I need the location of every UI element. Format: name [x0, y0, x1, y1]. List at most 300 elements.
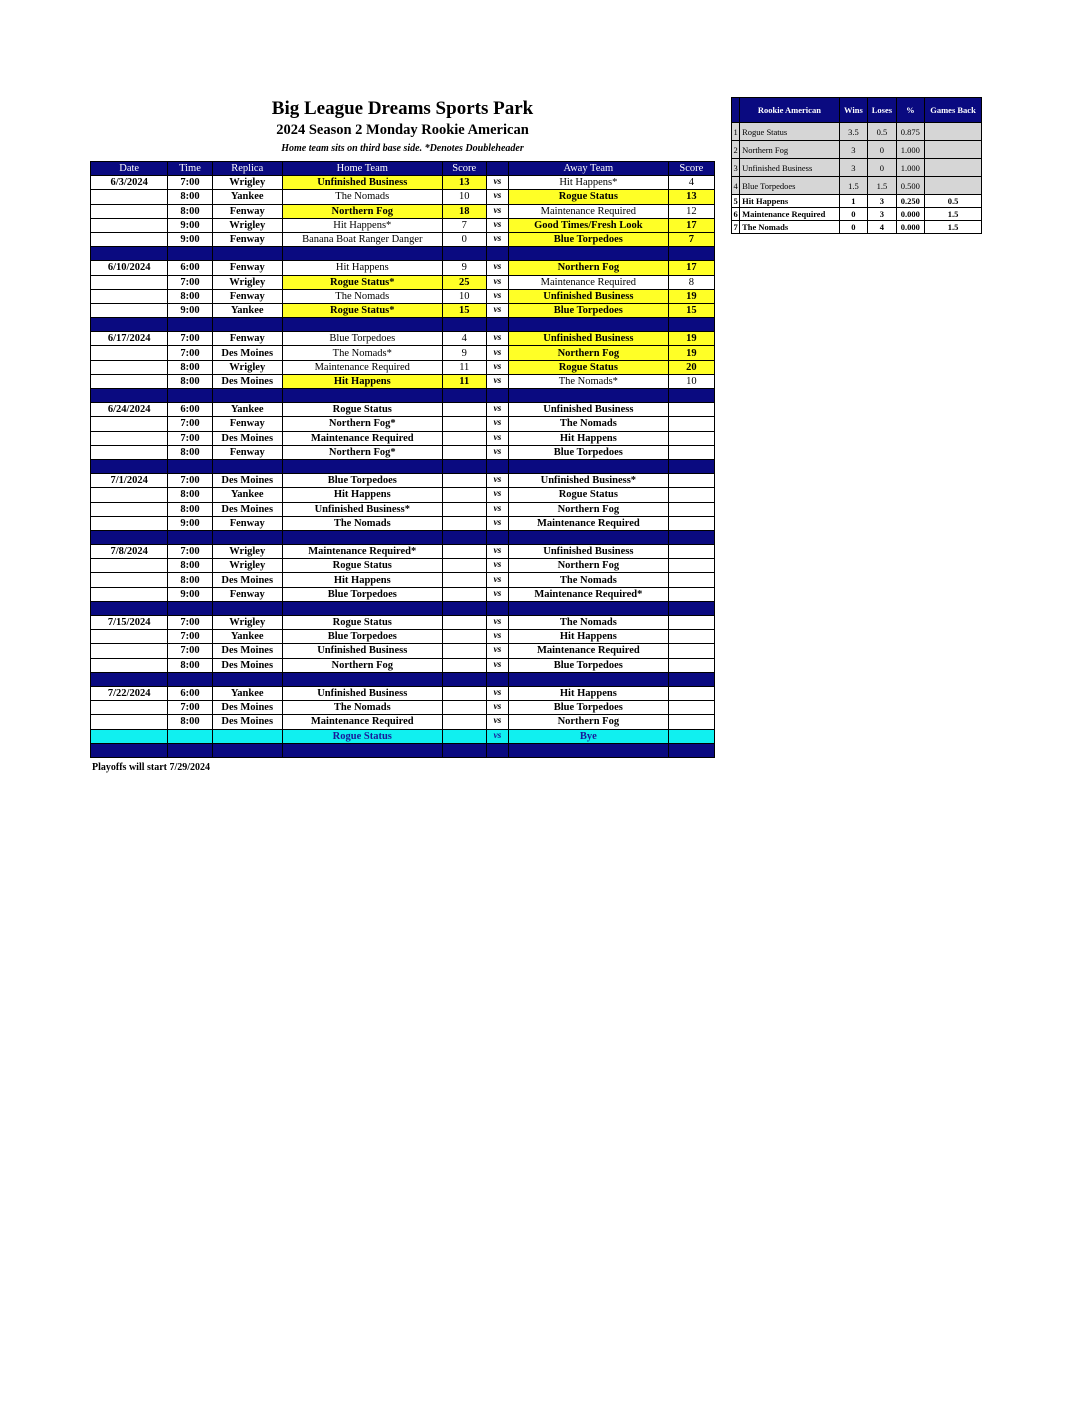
- game-replica: Des Moines: [212, 374, 282, 388]
- vs-label: vs: [486, 204, 508, 218]
- standings-row: [732, 177, 982, 195]
- home-score: [442, 559, 486, 573]
- standings-team: Maintenance Required: [740, 208, 840, 221]
- away-score: 15: [668, 303, 714, 317]
- home-score: 11: [442, 360, 486, 374]
- separator-cell: [508, 672, 668, 686]
- away-score: [668, 630, 714, 644]
- standings-team: Blue Torpedoes: [740, 177, 840, 195]
- away-score: 4: [668, 176, 714, 190]
- separator-cell: [668, 530, 714, 544]
- away-team: Maintenance Required: [508, 275, 668, 289]
- game-replica: Fenway: [212, 587, 282, 601]
- game-row: [91, 488, 715, 502]
- game-replica: Wrigley: [212, 218, 282, 232]
- home-score: 0: [442, 232, 486, 246]
- home-team: Northern Fog: [282, 204, 442, 218]
- vs-label: vs: [486, 644, 508, 658]
- separator-cell: [212, 672, 282, 686]
- separator-cell: [486, 459, 508, 473]
- game-date: [91, 630, 168, 644]
- game-date: [91, 658, 168, 672]
- game-time: 7:00: [168, 332, 212, 346]
- home-score: [442, 644, 486, 658]
- game-replica: Des Moines: [212, 701, 282, 715]
- game-date: [91, 218, 168, 232]
- game-row: [91, 445, 715, 459]
- away-team: Blue Torpedoes: [508, 701, 668, 715]
- standings-pct: 1.000: [896, 141, 924, 159]
- separator-cell: [212, 530, 282, 544]
- standings-loses: 0: [868, 141, 896, 159]
- game-time: 8:00: [168, 360, 212, 374]
- home-team: Hit Happens*: [282, 218, 442, 232]
- game-date: [91, 346, 168, 360]
- game-replica: Yankee: [212, 488, 282, 502]
- game-time: 8:00: [168, 573, 212, 587]
- game-row: [91, 232, 715, 246]
- game-row: [91, 545, 715, 559]
- game-time: 6:00: [168, 261, 212, 275]
- col-header-vs: [486, 162, 508, 176]
- standings-rank: 6: [733, 209, 738, 219]
- week-separator: [91, 459, 715, 473]
- home-score: 15: [442, 303, 486, 317]
- away-score: [668, 502, 714, 516]
- game-time: [168, 729, 212, 743]
- col-header-home-team: Home Team: [282, 162, 442, 176]
- game-row: [91, 417, 715, 431]
- away-score: 19: [668, 332, 714, 346]
- away-score: 13: [668, 190, 714, 204]
- game-time: 8:00: [168, 502, 212, 516]
- playoffs-note: Playoffs will start 7/29/2024: [92, 762, 211, 773]
- home-score: [442, 587, 486, 601]
- standings-team: The Nomads: [740, 221, 840, 234]
- away-score: [668, 445, 714, 459]
- game-row: [91, 431, 715, 445]
- separator-cell: [486, 743, 508, 757]
- game-time: 7:00: [168, 474, 212, 488]
- home-score: 9: [442, 261, 486, 275]
- home-team: Rogue Status: [282, 559, 442, 573]
- game-replica: Yankee: [212, 303, 282, 317]
- standings-pct: 0.500: [896, 177, 924, 195]
- away-team: Maintenance Required*: [508, 587, 668, 601]
- game-row: [91, 686, 715, 700]
- separator-cell: [486, 318, 508, 332]
- separator-cell: [508, 601, 668, 615]
- separator-cell: [442, 601, 486, 615]
- home-score: 18: [442, 204, 486, 218]
- home-score: [442, 658, 486, 672]
- away-score: [668, 417, 714, 431]
- game-row: [91, 403, 715, 417]
- away-score: [668, 658, 714, 672]
- week-separator: [91, 530, 715, 544]
- standings-header-row: [732, 98, 982, 123]
- away-score: [668, 431, 714, 445]
- home-score: 4: [442, 332, 486, 346]
- home-team: Unfinished Business*: [282, 502, 442, 516]
- separator-cell: [282, 459, 442, 473]
- away-team: The Nomads: [508, 573, 668, 587]
- home-score: [442, 431, 486, 445]
- standings-pct: 0.000: [896, 221, 924, 234]
- away-score: 8: [668, 275, 714, 289]
- standings-games-back: [925, 141, 982, 159]
- home-team: Rogue Status*: [282, 303, 442, 317]
- away-score: [668, 587, 714, 601]
- game-row: [91, 176, 715, 190]
- separator-cell: [212, 601, 282, 615]
- game-row: [91, 587, 715, 601]
- away-team: Hit Happens*: [508, 176, 668, 190]
- game-time: 6:00: [168, 686, 212, 700]
- game-time: 7:00: [168, 417, 212, 431]
- away-team: The Nomads: [508, 616, 668, 630]
- separator-cell: [282, 389, 442, 403]
- away-team: Northern Fog: [508, 261, 668, 275]
- game-time: 7:00: [168, 431, 212, 445]
- standings-rank: 2: [732, 141, 740, 159]
- game-row: [91, 190, 715, 204]
- away-team: Unfinished Business: [508, 403, 668, 417]
- separator-cell: [442, 530, 486, 544]
- doubleheader-note: Home team sits on third base side. *Denotes Doubleheader: [281, 143, 524, 154]
- game-time: 8:00: [168, 289, 212, 303]
- game-time: 6:00: [168, 403, 212, 417]
- standings-row: [732, 123, 982, 141]
- game-row: [91, 559, 715, 573]
- vs-label: vs: [486, 729, 508, 743]
- separator-cell: [168, 530, 212, 544]
- separator-cell: [668, 672, 714, 686]
- game-date: [91, 701, 168, 715]
- standings-team: Northern Fog: [740, 141, 840, 159]
- schedule-table: [90, 161, 715, 758]
- game-time: 9:00: [168, 516, 212, 530]
- game-row: [91, 658, 715, 672]
- game-row: [91, 502, 715, 516]
- standings-wins: 0: [839, 221, 867, 234]
- separator-cell: [282, 530, 442, 544]
- home-score: 13: [442, 176, 486, 190]
- standings-team: Rogue Status: [740, 123, 840, 141]
- game-replica: Fenway: [212, 289, 282, 303]
- home-team: Northern Fog*: [282, 445, 442, 459]
- game-replica: Yankee: [212, 630, 282, 644]
- col-header-home-score: Score: [442, 162, 486, 176]
- away-score: [668, 573, 714, 587]
- home-team: The Nomads*: [282, 346, 442, 360]
- standings-pct: 0.000: [896, 208, 924, 221]
- separator-cell: [508, 247, 668, 261]
- game-time: 9:00: [168, 232, 212, 246]
- game-row: [91, 616, 715, 630]
- away-score: [668, 488, 714, 502]
- standings-rank: 4: [732, 177, 740, 195]
- game-date: 7/1/2024: [91, 474, 168, 488]
- standings-games-back: [925, 159, 982, 177]
- away-score: [668, 559, 714, 573]
- separator-cell: [668, 389, 714, 403]
- home-score: 10: [442, 190, 486, 204]
- standings-row: [732, 159, 982, 177]
- home-score: [442, 573, 486, 587]
- vs-label: vs: [486, 658, 508, 672]
- home-team: Hit Happens: [282, 261, 442, 275]
- away-team: Rogue Status: [508, 190, 668, 204]
- col-header-away-team: Away Team: [508, 162, 668, 176]
- home-team: The Nomads: [282, 289, 442, 303]
- standings-wins: 3: [839, 141, 867, 159]
- game-time: 8:00: [168, 488, 212, 502]
- home-score: [442, 417, 486, 431]
- standings-table: [731, 97, 982, 234]
- separator-cell: [212, 459, 282, 473]
- home-score: [442, 729, 486, 743]
- standings-row: [732, 208, 982, 221]
- home-score: 9: [442, 346, 486, 360]
- home-team: Rogue Status: [282, 616, 442, 630]
- game-replica: Des Moines: [212, 658, 282, 672]
- separator-cell: [668, 459, 714, 473]
- separator-cell: [91, 530, 168, 544]
- vs-label: vs: [486, 374, 508, 388]
- standings-loses: 1.5: [868, 177, 896, 195]
- vs-label: vs: [486, 573, 508, 587]
- away-team: Unfinished Business: [508, 332, 668, 346]
- away-score: 20: [668, 360, 714, 374]
- game-date: 6/17/2024: [91, 332, 168, 346]
- home-score: [442, 488, 486, 502]
- game-time: 9:00: [168, 218, 212, 232]
- game-date: [91, 374, 168, 388]
- standings-wins: 3.5: [839, 123, 867, 141]
- vs-label: vs: [486, 502, 508, 516]
- home-team: Maintenance Required*: [282, 545, 442, 559]
- col-header-time: Time: [168, 162, 212, 176]
- standings-pct: 1.000: [896, 159, 924, 177]
- away-score: [668, 686, 714, 700]
- separator-cell: [486, 389, 508, 403]
- game-row: [91, 218, 715, 232]
- separator-cell: [168, 601, 212, 615]
- standings-wins: 1.5: [839, 177, 867, 195]
- standings-row: [732, 141, 982, 159]
- game-replica: Fenway: [212, 204, 282, 218]
- standings-loses: 3: [868, 195, 896, 208]
- home-score: 11: [442, 374, 486, 388]
- standings-row: [732, 195, 982, 208]
- away-team: Northern Fog: [508, 715, 668, 729]
- away-score: 10: [668, 374, 714, 388]
- vs-label: vs: [486, 417, 508, 431]
- game-time: 8:00: [168, 658, 212, 672]
- standings-loses: 3: [868, 208, 896, 221]
- away-score: 19: [668, 346, 714, 360]
- vs-label: vs: [486, 232, 508, 246]
- game-row: [91, 474, 715, 488]
- vs-label: vs: [486, 445, 508, 459]
- game-date: [91, 190, 168, 204]
- away-score: 12: [668, 204, 714, 218]
- home-team: Maintenance Required: [282, 431, 442, 445]
- home-score: [442, 545, 486, 559]
- home-score: [442, 502, 486, 516]
- home-team: Northern Fog*: [282, 417, 442, 431]
- home-score: [442, 516, 486, 530]
- schedule-header-row: [91, 162, 715, 176]
- game-row: [91, 516, 715, 530]
- standings-wins: 0: [839, 208, 867, 221]
- separator-cell: [91, 672, 168, 686]
- page-subtitle: 2024 Season 2 Monday Rookie American: [276, 122, 529, 138]
- home-team: Rogue Status: [282, 403, 442, 417]
- home-team: Unfinished Business: [282, 176, 442, 190]
- vs-label: vs: [486, 332, 508, 346]
- vs-label: vs: [486, 545, 508, 559]
- away-score: [668, 616, 714, 630]
- separator-cell: [442, 672, 486, 686]
- home-team: Rogue Status*: [282, 275, 442, 289]
- game-replica: Fenway: [212, 232, 282, 246]
- game-date: [91, 559, 168, 573]
- bye-row: [91, 729, 715, 743]
- home-team: Rogue Status: [282, 729, 442, 743]
- standings-rank: 3: [732, 159, 740, 177]
- game-date: [91, 502, 168, 516]
- home-team: Hit Happens: [282, 573, 442, 587]
- separator-cell: [168, 247, 212, 261]
- home-score: [442, 403, 486, 417]
- separator-cell: [91, 743, 168, 757]
- game-date: [91, 303, 168, 317]
- vs-label: vs: [486, 403, 508, 417]
- home-team: Blue Torpedoes: [282, 474, 442, 488]
- week-separator: [91, 247, 715, 261]
- game-time: 7:00: [168, 616, 212, 630]
- game-replica: Yankee: [212, 686, 282, 700]
- separator-cell: [486, 601, 508, 615]
- home-score: [442, 630, 486, 644]
- game-time: 8:00: [168, 374, 212, 388]
- away-score: [668, 701, 714, 715]
- game-replica: Wrigley: [212, 559, 282, 573]
- game-replica: Wrigley: [212, 275, 282, 289]
- game-replica: Fenway: [212, 261, 282, 275]
- game-date: [91, 360, 168, 374]
- game-time: 7:00: [168, 176, 212, 190]
- away-score: [668, 644, 714, 658]
- game-row: [91, 346, 715, 360]
- separator-cell: [442, 318, 486, 332]
- standings-wins: 1: [839, 195, 867, 208]
- page-title: Big League Dreams Sports Park: [271, 98, 534, 119]
- game-time: 7:00: [168, 701, 212, 715]
- game-replica: Wrigley: [212, 176, 282, 190]
- home-score: 7: [442, 218, 486, 232]
- separator-cell: [486, 530, 508, 544]
- game-date: [91, 729, 168, 743]
- col-header-replica: Replica: [212, 162, 282, 176]
- game-time: 9:00: [168, 303, 212, 317]
- game-row: [91, 374, 715, 388]
- game-replica: Des Moines: [212, 644, 282, 658]
- away-team: Hit Happens: [508, 431, 668, 445]
- game-date: [91, 232, 168, 246]
- standings-rank: 1: [732, 123, 740, 141]
- standings-games-back: 1.5: [925, 208, 982, 221]
- game-row: [91, 332, 715, 346]
- separator-cell: [282, 743, 442, 757]
- standings-games-back: 0.5: [925, 195, 982, 208]
- game-row: [91, 275, 715, 289]
- separator-cell: [91, 247, 168, 261]
- away-team: Bye: [508, 729, 668, 743]
- away-team: Blue Torpedoes: [508, 232, 668, 246]
- game-replica: Fenway: [212, 516, 282, 530]
- separator-cell: [668, 601, 714, 615]
- game-row: [91, 289, 715, 303]
- game-date: 7/15/2024: [91, 616, 168, 630]
- separator-cell: [168, 743, 212, 757]
- away-score: 7: [668, 232, 714, 246]
- game-date: [91, 289, 168, 303]
- away-team: Unfinished Business*: [508, 474, 668, 488]
- vs-label: vs: [486, 360, 508, 374]
- game-date: [91, 431, 168, 445]
- game-replica: Yankee: [212, 190, 282, 204]
- away-team: Hit Happens: [508, 686, 668, 700]
- away-team: Northern Fog: [508, 346, 668, 360]
- away-score: 17: [668, 218, 714, 232]
- game-date: 6/3/2024: [91, 176, 168, 190]
- game-row: [91, 303, 715, 317]
- vs-label: vs: [486, 289, 508, 303]
- away-team: Unfinished Business: [508, 545, 668, 559]
- schedule-body: [91, 176, 715, 758]
- away-team: Maintenance Required: [508, 644, 668, 658]
- game-replica: Fenway: [212, 417, 282, 431]
- standings-header-games-back: Games Back: [925, 98, 982, 123]
- standings-loses: 0: [868, 159, 896, 177]
- standings-loses: 0.5: [868, 123, 896, 141]
- game-time: 7:00: [168, 545, 212, 559]
- vs-label: vs: [486, 218, 508, 232]
- vs-label: vs: [486, 190, 508, 204]
- game-replica: Fenway: [212, 332, 282, 346]
- away-team: Northern Fog: [508, 502, 668, 516]
- game-date: [91, 275, 168, 289]
- standings-body: [732, 123, 982, 234]
- separator-cell: [91, 459, 168, 473]
- vs-label: vs: [486, 346, 508, 360]
- standings-rank: 5: [733, 196, 738, 206]
- vs-label: vs: [486, 474, 508, 488]
- away-team: Northern Fog: [508, 559, 668, 573]
- away-team: Hit Happens: [508, 630, 668, 644]
- standings-team: Unfinished Business: [740, 159, 840, 177]
- game-date: [91, 715, 168, 729]
- vs-label: vs: [486, 559, 508, 573]
- home-team: Blue Torpedoes: [282, 332, 442, 346]
- home-score: [442, 474, 486, 488]
- away-team: Blue Torpedoes: [508, 658, 668, 672]
- home-score: [442, 686, 486, 700]
- standings-row: [732, 221, 982, 234]
